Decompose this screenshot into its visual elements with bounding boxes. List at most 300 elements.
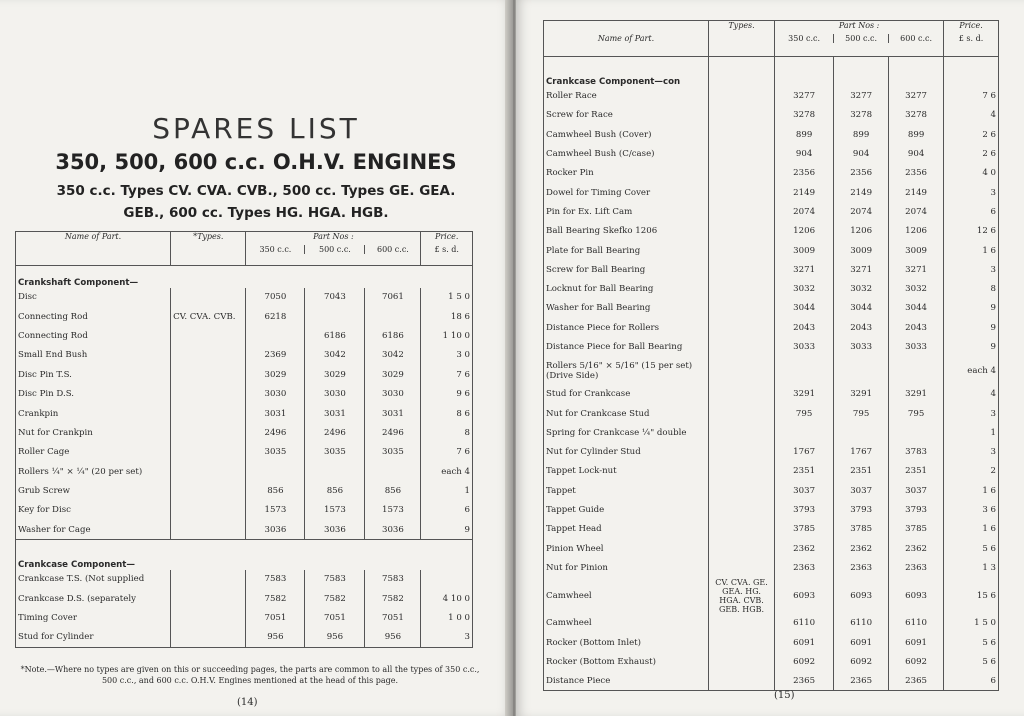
part-price: 2 [944, 462, 999, 481]
part-no-500: 3009 [834, 241, 889, 260]
part-price: 9 [944, 318, 999, 337]
part-no-350: 7583 [246, 570, 305, 589]
part-no-500: 3029 [305, 365, 365, 384]
part-price: 9 [944, 337, 999, 356]
header-500: 500 c.c. [304, 245, 364, 254]
part-no-600: 3037 [889, 481, 944, 500]
header-350: 350 c.c. [259, 245, 292, 254]
part-price: 18 6 [421, 307, 473, 326]
part-types [171, 443, 246, 462]
part-no-350: 2043 [775, 318, 834, 337]
table-row [544, 318, 999, 337]
part-no-600: 7051 [365, 608, 421, 627]
part-no-350: 2149 [775, 183, 834, 202]
part-name: Screw for Race [546, 110, 613, 121]
part-price: 3 [944, 443, 999, 462]
part-no-600: 6091 [889, 633, 944, 652]
part-no-600: 2496 [365, 423, 421, 442]
table-row [16, 384, 473, 403]
part-types [708, 337, 774, 356]
part-price: 5 6 [944, 652, 999, 671]
part-no-500: 6091 [834, 633, 889, 652]
section-heading: Crankshaft Component— [18, 277, 139, 288]
header-name: Name of Part. [544, 21, 709, 57]
part-types [708, 144, 774, 163]
part-no-500: 1767 [834, 443, 889, 462]
part-no-600: 2351 [889, 462, 944, 481]
table-row [16, 288, 473, 307]
part-no-500: 1206 [834, 222, 889, 241]
part-price: 5 6 [944, 633, 999, 652]
table-row [16, 326, 473, 345]
header-lsd: £ s. d. [434, 245, 459, 254]
part-no-350: 899 [775, 125, 834, 144]
part-no-500: 3785 [834, 520, 889, 539]
part-no-500: 3032 [834, 279, 889, 298]
part-no-350: 3009 [775, 241, 834, 260]
part-price: 7 6 [944, 87, 999, 106]
part-types [171, 608, 246, 627]
footnote: *Note.—Where no types are given on this or succeeding pages, the parts are common to all the types of 350 c.c., 500 c.c., and 600 c.c. O.H.V. Engines mentioned at the head of this page. [20, 665, 480, 685]
part-no-500: 3042 [305, 346, 365, 365]
part-no-350: 3035 [246, 443, 305, 462]
table-row [544, 164, 999, 183]
part-no-600: 3785 [889, 520, 944, 539]
part-types [171, 628, 246, 647]
part-no-600: 2149 [889, 183, 944, 202]
table-row [544, 481, 999, 500]
part-name: Disc Pin D.S. [18, 389, 75, 400]
part-no-600: 3009 [889, 241, 944, 260]
part-types [708, 423, 774, 442]
page-title: SPARES LIST [152, 112, 360, 145]
part-types [708, 481, 774, 500]
part-no-500: 7051 [305, 608, 365, 627]
part-types: CV. CVA. GE. GEA. HG. HGA. CVB. GEB. HGB. [708, 578, 774, 614]
part-no-600: 3036 [365, 520, 421, 539]
part-name: Ball Bearing Skefko 1206 [546, 226, 658, 237]
part-name: Tappet Guide [546, 505, 605, 516]
part-types [708, 614, 774, 633]
table-row [16, 501, 473, 520]
part-name: Nut for Pinion [546, 562, 608, 573]
section-row [16, 266, 473, 288]
part-no-350: 7051 [246, 608, 305, 627]
part-name: Roller Race [546, 91, 597, 102]
part-no-600: 3793 [889, 500, 944, 519]
part-types [171, 346, 246, 365]
part-no-500: 904 [834, 144, 889, 163]
part-price: 8 6 [421, 404, 473, 423]
right-parts-table [543, 20, 999, 691]
part-name: Rollers ¼" × ¼" (20 per set) [18, 466, 143, 477]
header-600: 600 c.c. [888, 34, 943, 43]
header-part-nos [775, 21, 944, 57]
part-no-350: 3277 [775, 87, 834, 106]
part-no-600: 3032 [889, 279, 944, 298]
part-no-500: 3291 [834, 385, 889, 404]
part-types [171, 384, 246, 403]
part-types [708, 462, 774, 481]
part-types [708, 164, 774, 183]
part-name: Plate for Ball Bearing [546, 245, 641, 256]
part-price: 12 6 [944, 222, 999, 241]
part-no-500: 3044 [834, 299, 889, 318]
part-price: 3 [944, 260, 999, 279]
part-no-350 [775, 357, 834, 385]
part-no-600: 3031 [365, 404, 421, 423]
part-no-600: 1206 [889, 222, 944, 241]
table-row [16, 628, 473, 647]
part-price: 6 [421, 501, 473, 520]
part-no-600: 3042 [365, 346, 421, 365]
part-no-600: 6093 [889, 578, 944, 614]
part-no-500: 3793 [834, 500, 889, 519]
part-no-500: 2149 [834, 183, 889, 202]
section-row [16, 540, 473, 570]
part-no-350: 3029 [246, 365, 305, 384]
part-no-500: 6186 [305, 326, 365, 345]
table-row [544, 106, 999, 125]
part-no-600: 3044 [889, 299, 944, 318]
table-row [16, 404, 473, 423]
part-no-350: 3037 [775, 481, 834, 500]
part-no-600: 2074 [889, 202, 944, 221]
part-name: Tappet Head [546, 524, 602, 535]
part-name: Crankcase D.S. (separately [18, 593, 136, 604]
part-price [421, 570, 473, 589]
part-price: 9 [944, 299, 999, 318]
part-no-600 [889, 357, 944, 385]
types-line-1: 350 c.c. Types CV. CVA. CVB., 500 cc. Types GE. GEA. [56, 183, 456, 199]
part-types [708, 539, 774, 558]
part-types [171, 501, 246, 520]
part-no-350: 3271 [775, 260, 834, 279]
part-no-500: 2362 [834, 539, 889, 558]
part-name: Distance Piece for Rollers [546, 322, 659, 333]
part-types [708, 241, 774, 260]
part-no-350: 956 [246, 628, 305, 647]
part-no-350: 2365 [775, 672, 834, 691]
part-no-350: 2074 [775, 202, 834, 221]
part-name: Connecting Rod [18, 311, 88, 322]
part-types [171, 481, 246, 500]
part-no-600: 7061 [365, 288, 421, 307]
part-price: 1 [421, 481, 473, 500]
part-name: Camwheel [546, 590, 592, 601]
part-no-600: 2365 [889, 672, 944, 691]
table-row [16, 365, 473, 384]
part-no-600: 904 [889, 144, 944, 163]
part-no-500: 7582 [305, 589, 365, 608]
part-no-600: 3035 [365, 443, 421, 462]
part-types [708, 125, 774, 144]
header-price-label: Price. [959, 21, 983, 30]
part-no-350: 3036 [246, 520, 305, 539]
part-no-350: 3793 [775, 500, 834, 519]
part-name: Tappet [546, 485, 576, 496]
part-no-600: 6092 [889, 652, 944, 671]
part-types [708, 520, 774, 539]
part-types [708, 279, 774, 298]
part-price: 2 6 [944, 125, 999, 144]
part-types [708, 652, 774, 671]
part-no-600: 2356 [889, 164, 944, 183]
part-no-500: 795 [834, 404, 889, 423]
part-no-350: 2351 [775, 462, 834, 481]
part-name: Connecting Rod [18, 330, 88, 341]
part-no-600: 899 [889, 125, 944, 144]
part-no-500: 6110 [834, 614, 889, 633]
part-types [708, 260, 774, 279]
part-no-350: 7050 [246, 288, 305, 307]
part-no-500: 3277 [834, 87, 889, 106]
part-no-500: 3037 [834, 481, 889, 500]
part-price: 1 6 [944, 520, 999, 539]
part-no-600: 2363 [889, 558, 944, 577]
part-no-500: 2363 [834, 558, 889, 577]
part-price: 1 5 0 [944, 614, 999, 633]
part-no-350: 1573 [246, 501, 305, 520]
part-no-500: 6092 [834, 652, 889, 671]
table-row [16, 589, 473, 608]
part-no-500: 3271 [834, 260, 889, 279]
part-price: 1 [944, 423, 999, 442]
part-name: Locknut for Ball Bearing [546, 284, 654, 295]
part-no-350: 3785 [775, 520, 834, 539]
table-row [16, 520, 473, 539]
part-no-500: 3030 [305, 384, 365, 403]
part-name: Crankpin [18, 408, 59, 419]
part-price: 5 6 [944, 539, 999, 558]
page-number: (14) [237, 697, 258, 708]
header-price-label: Price. [434, 232, 459, 241]
part-no-350: 904 [775, 144, 834, 163]
part-no-350: 6091 [775, 633, 834, 652]
header-price [944, 21, 999, 57]
header-part-nos-label: Part Nos : [838, 21, 880, 30]
part-no-500: 3033 [834, 337, 889, 356]
part-name: Rocker Pin [546, 168, 594, 179]
table-row [544, 558, 999, 577]
part-name: Stud for Crankcase [546, 389, 631, 400]
table-row [544, 337, 999, 356]
part-types [171, 589, 246, 608]
header-price [421, 232, 473, 266]
part-price: 1 10 0 [421, 326, 473, 345]
price-empty [944, 57, 999, 87]
table-row [544, 357, 999, 385]
header-name: Name of Part. [16, 232, 171, 266]
part-no-350: 2356 [775, 164, 834, 183]
part-name: Washer for Ball Bearing [546, 303, 651, 314]
part-no-500: 3036 [305, 520, 365, 539]
part-name: Spring for Crankcase ¼" double [546, 427, 687, 438]
header-500: 500 c.c. [833, 34, 888, 43]
part-name: Camwheel [546, 618, 592, 629]
table-row [16, 608, 473, 627]
part-no-500-empty [834, 57, 889, 87]
header-types: Types. [708, 21, 774, 57]
part-types [708, 202, 774, 221]
part-no-500: 6093 [834, 578, 889, 614]
part-types [708, 443, 774, 462]
part-no-350: 2496 [246, 423, 305, 442]
table-row [544, 500, 999, 519]
part-no-350: 856 [246, 481, 305, 500]
part-types [708, 558, 774, 577]
header-part-nos-label: Part Nos : [313, 232, 354, 241]
part-price: 7 6 [421, 443, 473, 462]
part-price: each 4 [944, 357, 999, 385]
part-price: 3 [944, 404, 999, 423]
part-name: Nut for Crankcase Stud [546, 408, 650, 419]
part-no-600: 3033 [889, 337, 944, 356]
part-price: 9 [421, 520, 473, 539]
part-no-350: 3044 [775, 299, 834, 318]
part-price: 4 [944, 106, 999, 125]
part-price: 1 6 [944, 481, 999, 500]
table-row [544, 299, 999, 318]
part-no-350: 3033 [775, 337, 834, 356]
part-name: Camwheel Bush (C/case) [546, 149, 655, 160]
part-no-600: 3277 [889, 87, 944, 106]
part-types [708, 183, 774, 202]
right-page [516, 0, 1024, 716]
part-no-600: 7582 [365, 589, 421, 608]
table-row [544, 633, 999, 652]
table-row [544, 222, 999, 241]
part-no-350: 6110 [775, 614, 834, 633]
table-row [544, 539, 999, 558]
part-name: Nut for Cylinder Stud [546, 447, 641, 458]
part-no-500 [834, 357, 889, 385]
left-table-header [16, 232, 473, 266]
part-no-500 [305, 462, 365, 481]
part-name: Key for Disc [18, 505, 71, 516]
part-price: 9 6 [421, 384, 473, 403]
table-row [16, 346, 473, 365]
table-row [544, 125, 999, 144]
table-row [16, 481, 473, 500]
table-row [544, 279, 999, 298]
table-row [544, 614, 999, 633]
part-no-600: 3278 [889, 106, 944, 125]
part-no-350: 2362 [775, 539, 834, 558]
part-price: 15 6 [944, 578, 999, 614]
table-row [544, 652, 999, 671]
part-no-600: 3030 [365, 384, 421, 403]
part-no-600: 3291 [889, 385, 944, 404]
part-name: Roller Cage [18, 447, 70, 458]
part-types [708, 357, 774, 385]
part-types [708, 404, 774, 423]
part-name: Pinion Wheel [546, 543, 604, 554]
table-row [16, 423, 473, 442]
part-no-600-empty [889, 57, 944, 87]
part-price: 2 6 [944, 144, 999, 163]
part-no-350: 6093 [775, 578, 834, 614]
part-name: Rollers 5/16" × 5/16" (15 per set) (Drive Side) [546, 360, 693, 381]
part-no-500: 2351 [834, 462, 889, 481]
table-row [544, 672, 999, 691]
table-row [16, 443, 473, 462]
part-no-600 [365, 307, 421, 326]
page-subtitle: 350, 500, 600 c.c. O.H.V. ENGINES [55, 150, 457, 174]
table-row [544, 202, 999, 221]
part-types [708, 318, 774, 337]
part-name: Small End Bush [18, 350, 88, 361]
part-name: Pin for Ex. Lift Cam [546, 206, 633, 217]
part-no-500: 1573 [305, 501, 365, 520]
part-name: Stud for Cylinder [18, 632, 94, 643]
part-no-500: 3278 [834, 106, 889, 125]
part-no-600: 2362 [889, 539, 944, 558]
table-row [544, 144, 999, 163]
part-no-500: 2074 [834, 202, 889, 221]
part-types [171, 288, 246, 307]
part-no-600: 956 [365, 628, 421, 647]
section-heading: Crankcase Component— [18, 559, 135, 570]
part-no-600: 6186 [365, 326, 421, 345]
header-types: *Types. [171, 232, 246, 266]
part-types: CV. CVA. CVB. [171, 307, 246, 326]
part-name: Rocker (Bottom Exhaust) [546, 656, 656, 667]
part-name: Tappet Lock-nut [546, 466, 617, 477]
part-no-600: 1573 [365, 501, 421, 520]
part-name: Nut for Crankpin [18, 427, 93, 438]
table-row [16, 570, 473, 589]
part-price: 8 [944, 279, 999, 298]
table-row [544, 260, 999, 279]
part-types [171, 326, 246, 345]
table-row [544, 578, 999, 614]
table-row [544, 183, 999, 202]
part-price: 6 [944, 672, 999, 691]
types-column [708, 57, 774, 87]
table-row [544, 443, 999, 462]
part-no-500: 956 [305, 628, 365, 647]
table-row [544, 241, 999, 260]
part-no-350: 795 [775, 404, 834, 423]
part-no-350: 1206 [775, 222, 834, 241]
part-types [171, 365, 246, 384]
part-no-500: 7043 [305, 288, 365, 307]
part-no-350: 3031 [246, 404, 305, 423]
part-types [708, 222, 774, 241]
table-row [16, 307, 473, 326]
part-no-500: 7583 [305, 570, 365, 589]
part-price: 3 [421, 628, 473, 647]
part-price: 1 3 [944, 558, 999, 577]
part-no-600: 6110 [889, 614, 944, 633]
part-no-500: 2043 [834, 318, 889, 337]
part-no-600: 856 [365, 481, 421, 500]
table-row [16, 462, 473, 481]
part-no-350: 1767 [775, 443, 834, 462]
part-types [708, 500, 774, 519]
part-name: Disc [18, 292, 37, 303]
left-parts-table [15, 231, 473, 648]
table-row [544, 385, 999, 404]
part-no-350: 3030 [246, 384, 305, 403]
part-price: 8 [421, 423, 473, 442]
part-no-500: 3035 [305, 443, 365, 462]
part-types [171, 462, 246, 481]
part-no-350 [246, 462, 305, 481]
part-no-350: 3032 [775, 279, 834, 298]
part-price: 3 6 [944, 500, 999, 519]
